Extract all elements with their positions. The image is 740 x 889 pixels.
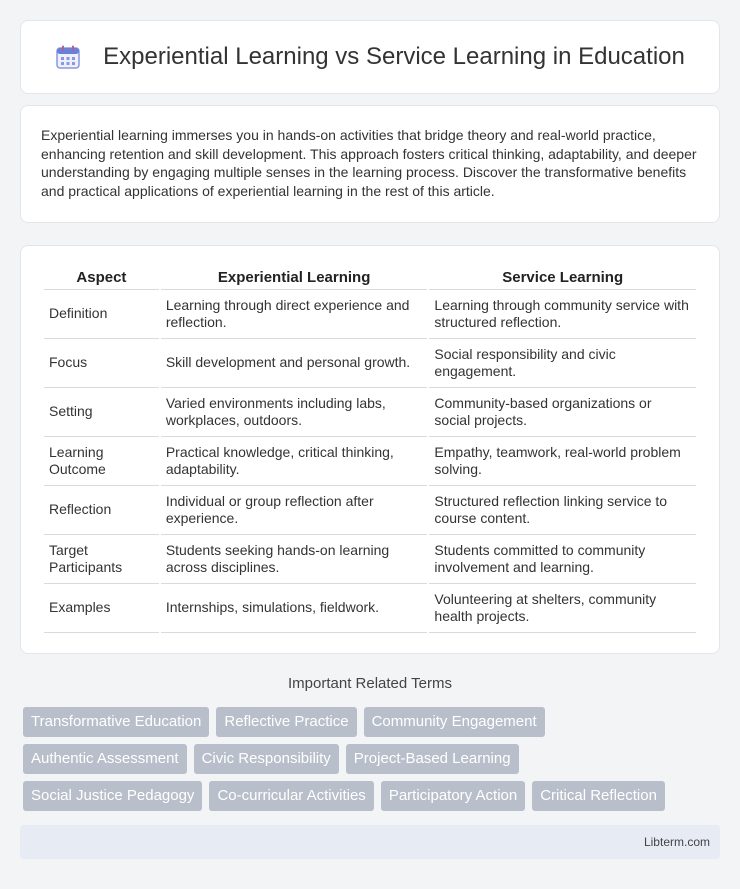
- row-aspect: Setting: [44, 388, 159, 437]
- title-card: [20, 20, 720, 94]
- row-service: Learning through community service with structured reflection.: [429, 290, 696, 339]
- row-service: Community-based organizations or social projects.: [429, 388, 696, 437]
- related-terms-title: Important Related Terms: [288, 675, 452, 692]
- related-terms: [23, 707, 723, 818]
- footer: [20, 825, 720, 859]
- term-tag[interactable]: Authentic Assessment: [23, 744, 187, 774]
- term-tag[interactable]: Transformative Education: [23, 707, 209, 737]
- row-aspect: Focus: [44, 339, 159, 388]
- row-service: Social responsibility and civic engagement.: [429, 339, 696, 388]
- row-experiential: Varied environments including labs, workplaces, outdoors.: [161, 388, 428, 437]
- term-row: [23, 781, 723, 811]
- table-header-row: [44, 266, 696, 290]
- row-service: Structured reflection linking service to course content.: [429, 486, 696, 535]
- term-tag[interactable]: Civic Responsibility: [194, 744, 339, 774]
- comparison-card: [20, 245, 720, 654]
- term-tag[interactable]: Social Justice Pedagogy: [23, 781, 202, 811]
- table-row: [44, 339, 696, 388]
- term-row: [23, 707, 723, 737]
- table-row: [44, 535, 696, 584]
- term-row: [23, 744, 723, 774]
- row-experiential: Internships, simulations, fieldwork.: [161, 584, 428, 633]
- row-service: Empathy, teamwork, real-world problem solving.: [429, 437, 696, 486]
- term-tag[interactable]: Co-curricular Activities: [209, 781, 373, 811]
- row-aspect: Target Participants: [44, 535, 159, 584]
- row-experiential: Practical knowledge, critical thinking, adaptability.: [161, 437, 428, 486]
- table-row: [44, 437, 696, 486]
- header-aspect: Aspect: [44, 266, 159, 290]
- row-aspect: Definition: [44, 290, 159, 339]
- table-row: [44, 388, 696, 437]
- intro-text: Experiential learning immerses you in hands-on activities that bridge theory and real-world practice, enhancing retention and skill development. This approach fosters critical thinking, adaptability, and deeper understanding by engaging multiple senses in the learning process. Discover the transformative benefits and practical applications of experiential learning in the rest of this article.: [41, 127, 697, 199]
- row-aspect: Reflection: [44, 486, 159, 535]
- row-experiential: Individual or group reflection after experience.: [161, 486, 428, 535]
- table-row: [44, 486, 696, 535]
- page-title: Experiential Learning vs Service Learning in Education: [103, 43, 685, 70]
- row-experiential: Students seeking hands-on learning across disciplines.: [161, 535, 428, 584]
- header-service: Service Learning: [429, 266, 696, 290]
- row-experiential: Learning through direct experience and reflection.: [161, 290, 428, 339]
- header-experiential: Experiential Learning: [161, 266, 428, 290]
- row-service: Students committed to community involvement and learning.: [429, 535, 696, 584]
- row-experiential: Skill development and personal growth.: [161, 339, 428, 388]
- footer-site-link[interactable]: Libterm.com: [643, 835, 710, 849]
- row-aspect: Learning Outcome: [44, 437, 159, 486]
- table-row: [44, 290, 696, 339]
- table-row: [44, 584, 696, 633]
- calendar-icon: [55, 44, 81, 70]
- term-tag[interactable]: Project-Based Learning: [346, 744, 519, 774]
- intro-card: [20, 105, 720, 223]
- row-aspect: Examples: [44, 584, 159, 633]
- comparison-table: [42, 266, 698, 633]
- term-tag[interactable]: Reflective Practice: [216, 707, 356, 737]
- term-tag[interactable]: Community Engagement: [364, 707, 545, 737]
- term-tag[interactable]: Critical Reflection: [532, 781, 665, 811]
- term-tag[interactable]: Participatory Action: [381, 781, 525, 811]
- row-service: Volunteering at shelters, community health projects.: [429, 584, 696, 633]
